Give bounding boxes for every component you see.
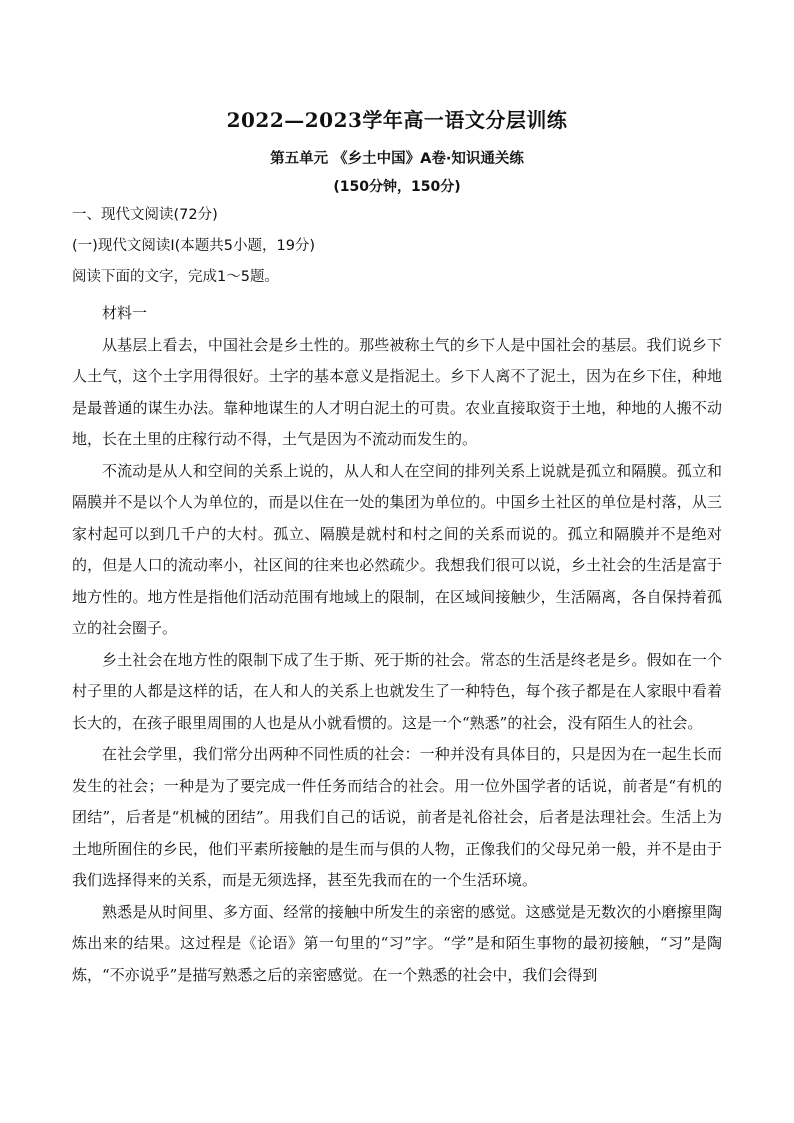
passage-paragraph: 不流动是从人和空间的关系上说的，从人和人在空间的排列关系上说就是孤立和隔膜。孤立和隔膜并不是以个人为单位的，而是以住在一处的集团为单位的。中国乡土社区的单位是村落，从三家村起可以到几千户的大村。孤立、隔膜是就村和村之间的关系而说的。孤立和隔膜并不是绝对的，但是人口的流动率小，社区间的往来也必然疏少。我想我们很可以说，乡土社会的生活是富于地方性的。地方性是指他们活动范围有地域上的限制，在区域间接触少，生活隔离，各自保持着孤立的社会圈子。 (72, 461, 722, 637)
section-heading: 一、现代文阅读(72分) (72, 207, 218, 223)
time-score-note: (150分钟，150分) (333, 179, 461, 195)
passage-paragraph: 乡土社会在地方性的限制下成了生于斯、死于斯的社会。常态的生活是终老是乡。假如在一个村子里的人都是这样的话，在人和人的关系上也就发生了一种特色，每个孩子都是在人家眼中看着长大的，在孩子眼里周围的人也是从小就看惯的。这是一个“熟悉”的社会，没有陌生人的社会。 (72, 650, 722, 732)
passage-paragraph: 熟悉是从时间里、多方面、经常的接触中所发生的亲密的感觉。这感觉是无数次的小磨擦里陶炼出来的结果。这过程是《论语》第一句里的“习”字。“学”是和陌生事物的最初接触，“习”是陶炼，“不亦说乎”是描写熟悉之后的亲密感觉。在一个熟悉的社会中，我们会得到 (72, 902, 722, 984)
reading-passage (72, 298, 722, 991)
material-label: 材料一 (102, 304, 148, 322)
subsection-heading: (一)现代文阅读Ⅰ(本题共5小题，19分) (72, 238, 316, 254)
passage-paragraph: 在社会学里，我们常分出两种不同性质的社会：一种并没有具体目的，只是因为在一起生长而发生的社会；一种是为了要完成一件任务而结合的社会。用一位外国学者的话说，前者是“有机的团结”，后者是“机械的团结”。用我们自己的话说，前者是礼俗社会，后者是法理社会。生活上为土地所囿住的乡民，他们平素所接触的是生而与俱的人物，正像我们的父母兄弟一般，并不是由于我们选择得来的关系，而是无须选择，甚至先我而在的一个生活环境。 (72, 745, 722, 889)
passage-paragraph: 从基层上看去，中国社会是乡土性的。那些被称土气的乡下人是中国社会的基层。我们说乡下人土气，这个土字用得很好。土字的基本意义是指泥土。乡下人离不了泥土，因为在乡下住，种地是最普通的谋生办法。靠种地谋生的人才明白泥土的可贵。农业直接取资于土地，种地的人搬不动地，长在土里的庄稼行动不得，土气是因为不流动而发生的。 (72, 335, 722, 448)
document-title: 2022—2023学年高一语文分层训练 (226, 108, 568, 132)
reading-instruction: 阅读下面的文字，完成1～5题。 (72, 269, 279, 285)
document-subtitle: 第五单元 《乡土中国》A卷·知识通关练 (270, 151, 524, 167)
